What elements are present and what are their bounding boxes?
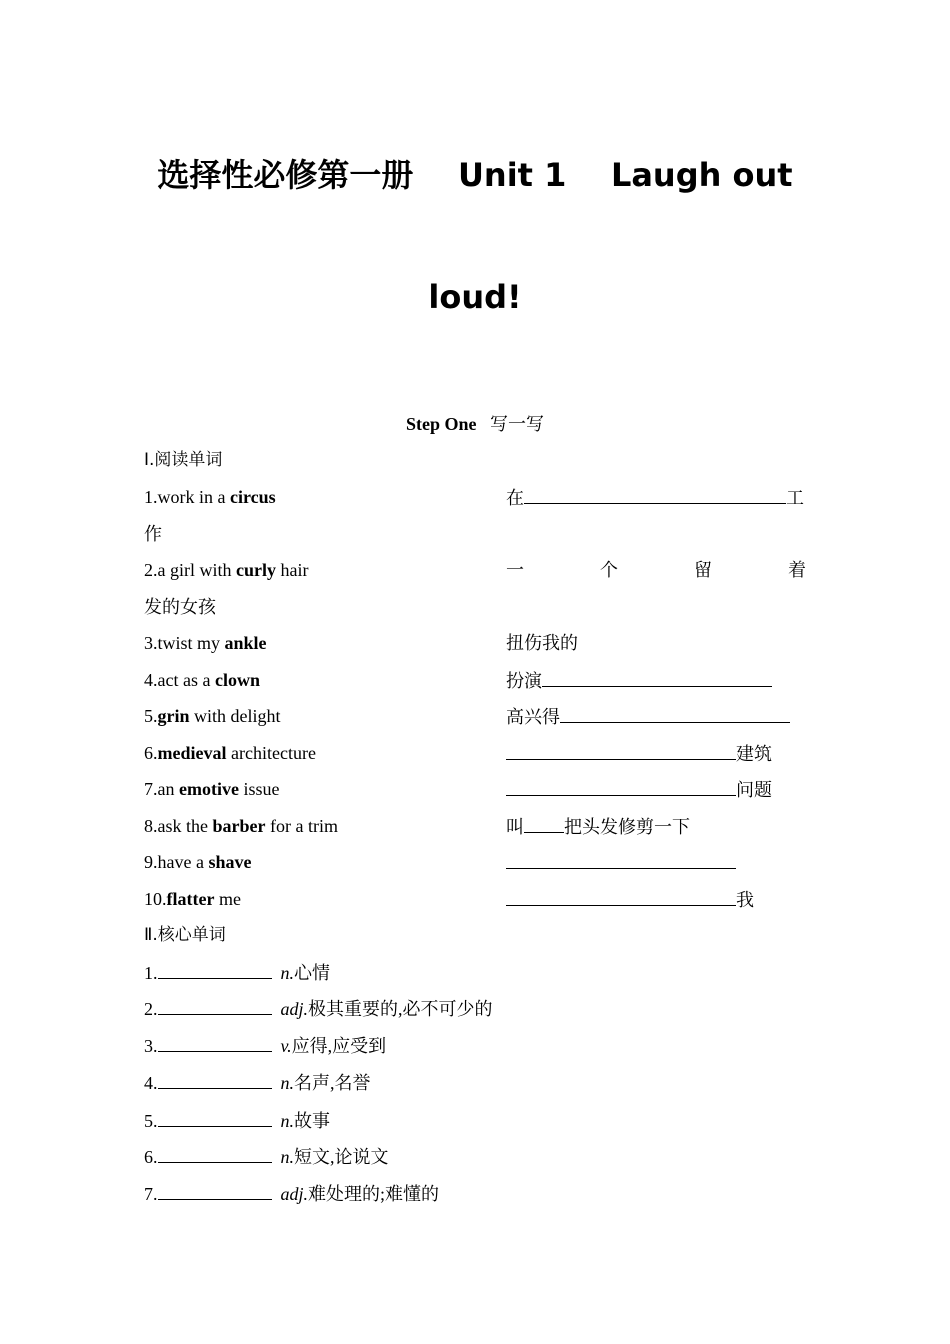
translation-text: 高兴得 [506,707,560,727]
phrase-text: have a [157,852,209,872]
phrase-item-9 [144,850,251,874]
answer-blank[interactable] [158,1144,272,1163]
key-word: grin [157,706,190,726]
word-meaning: 极其重要的,必不可少的 [308,999,493,1019]
page-title-line-1: 选择性必修第一册 Unit 1 Laugh out [157,156,793,194]
item-number: 8. [144,816,158,836]
key-word: emotive [179,779,239,799]
word-meaning: 心情 [294,963,330,983]
step-subtitle: 写一写 [490,414,544,434]
translation-text: 叫 [506,817,524,837]
part-of-speech: adj. [280,999,309,1019]
translation-2 [506,558,806,582]
translation-9 [506,850,736,875]
translation-text: 把头发修剪一下 [564,817,690,837]
answer-blank[interactable] [158,1181,272,1200]
translation-text: 我 [736,890,754,910]
section-2-heading: Ⅱ.核心单词 [144,925,226,945]
phrase-item-2 [144,558,308,582]
phrase-text: issue [238,779,280,799]
translation-char: 个 [600,560,618,580]
translation-2-wrap: 发的女孩 [144,597,216,617]
core-word-item-7 [144,1181,439,1206]
item-number: 1. [144,963,158,983]
part-of-speech: n. [280,1073,294,1093]
phrase-item-8 [144,814,338,838]
key-word: ankle [224,633,267,653]
word-meaning: 难处理的;难懂的 [308,1184,440,1204]
phrase-item-7 [144,777,279,801]
translation-6 [506,741,772,766]
translation-5 [506,704,790,729]
answer-blank[interactable] [506,850,736,869]
answer-blank[interactable] [158,996,272,1015]
answer-blank[interactable] [506,777,736,796]
core-word-item-5 [144,1108,330,1133]
translation-1-wrap: 作 [144,524,162,544]
phrase-text: a girl with [157,560,236,580]
item-number: 3. [144,633,158,653]
translation-char: 着 [788,560,806,580]
phrase-text: twist my [157,633,225,653]
translation-text: 扮演 [506,671,542,691]
part-of-speech: adj. [280,1184,309,1204]
step-heading [0,412,950,436]
phrase-text: an [157,779,179,799]
key-word: curly [236,560,276,580]
item-number: 7. [144,779,158,799]
core-word-item-1 [144,960,330,985]
phrase-text: architecture [226,743,316,763]
part-of-speech: n. [280,963,294,983]
translation-char: 一 [506,560,524,580]
step-label: Step One [405,414,477,434]
translation-4 [506,668,772,693]
translation-1 [506,485,804,510]
word-meaning: 应得,应受到 [291,1036,387,1056]
part-of-speech: n. [280,1111,294,1131]
item-number: 1. [144,487,158,507]
answer-blank[interactable] [158,960,272,979]
core-word-item-6 [144,1144,389,1169]
phrase-text: me [214,889,241,909]
phrase-text: for a trim [265,816,338,836]
key-word: flatter [166,889,215,909]
phrase-item-3 [144,631,267,655]
answer-blank[interactable] [542,668,772,687]
item-number: 4. [144,670,158,690]
phrase-item-4 [144,668,260,692]
translation-text: 工 [786,488,804,508]
translation-3: 扭伤我的 [506,633,578,653]
part-of-speech: n. [280,1147,294,1167]
section-1-heading: Ⅰ.阅读单词 [144,450,223,470]
answer-blank[interactable] [524,485,786,504]
key-word: barber [212,816,266,836]
translation-char: 留 [694,560,712,580]
translation-7 [506,777,772,802]
translation-text: 在 [506,488,524,508]
answer-blank[interactable] [560,704,790,723]
core-word-item-2 [144,996,493,1021]
page-title-line-2: loud! [428,278,522,316]
item-number: 10. [144,889,167,909]
part-of-speech: v. [280,1036,292,1056]
translation-10 [506,887,754,912]
item-number: 6. [144,743,158,763]
item-number: 2. [144,560,158,580]
translation-8 [506,814,690,839]
answer-blank[interactable] [524,814,564,833]
answer-blank[interactable] [506,741,736,760]
phrase-text: hair [276,560,309,580]
answer-blank[interactable] [506,887,736,906]
phrase-text: work in a [157,487,230,507]
phrase-item-6 [144,741,316,765]
item-number: 6. [144,1147,158,1167]
item-number: 7. [144,1184,158,1204]
phrase-text: act as a [157,670,215,690]
item-number: 5. [144,1111,158,1131]
word-meaning: 短文,论说文 [294,1147,389,1167]
phrase-item-10 [144,887,241,911]
core-word-item-4 [144,1070,371,1095]
item-number: 5. [144,706,158,726]
phrase-text: ask the [157,816,213,836]
phrase-text: with delight [189,706,281,726]
answer-blank[interactable] [158,1033,272,1052]
phrase-item-5 [144,704,281,728]
item-number: 2. [144,999,158,1019]
answer-blank[interactable] [158,1070,272,1089]
item-number: 3. [144,1036,158,1056]
translation-text: 问题 [736,780,772,800]
word-meaning: 名声,名誉 [294,1073,371,1093]
key-word: circus [229,487,276,507]
key-word: clown [214,670,260,690]
phrase-item-1 [144,485,276,509]
translation-text: 建筑 [736,744,772,764]
item-number: 4. [144,1073,158,1093]
answer-blank[interactable] [158,1108,272,1127]
word-meaning: 故事 [294,1111,330,1131]
key-word: shave [208,852,252,872]
item-number: 9. [144,852,158,872]
core-word-item-3 [144,1033,386,1058]
key-word: medieval [157,743,227,763]
